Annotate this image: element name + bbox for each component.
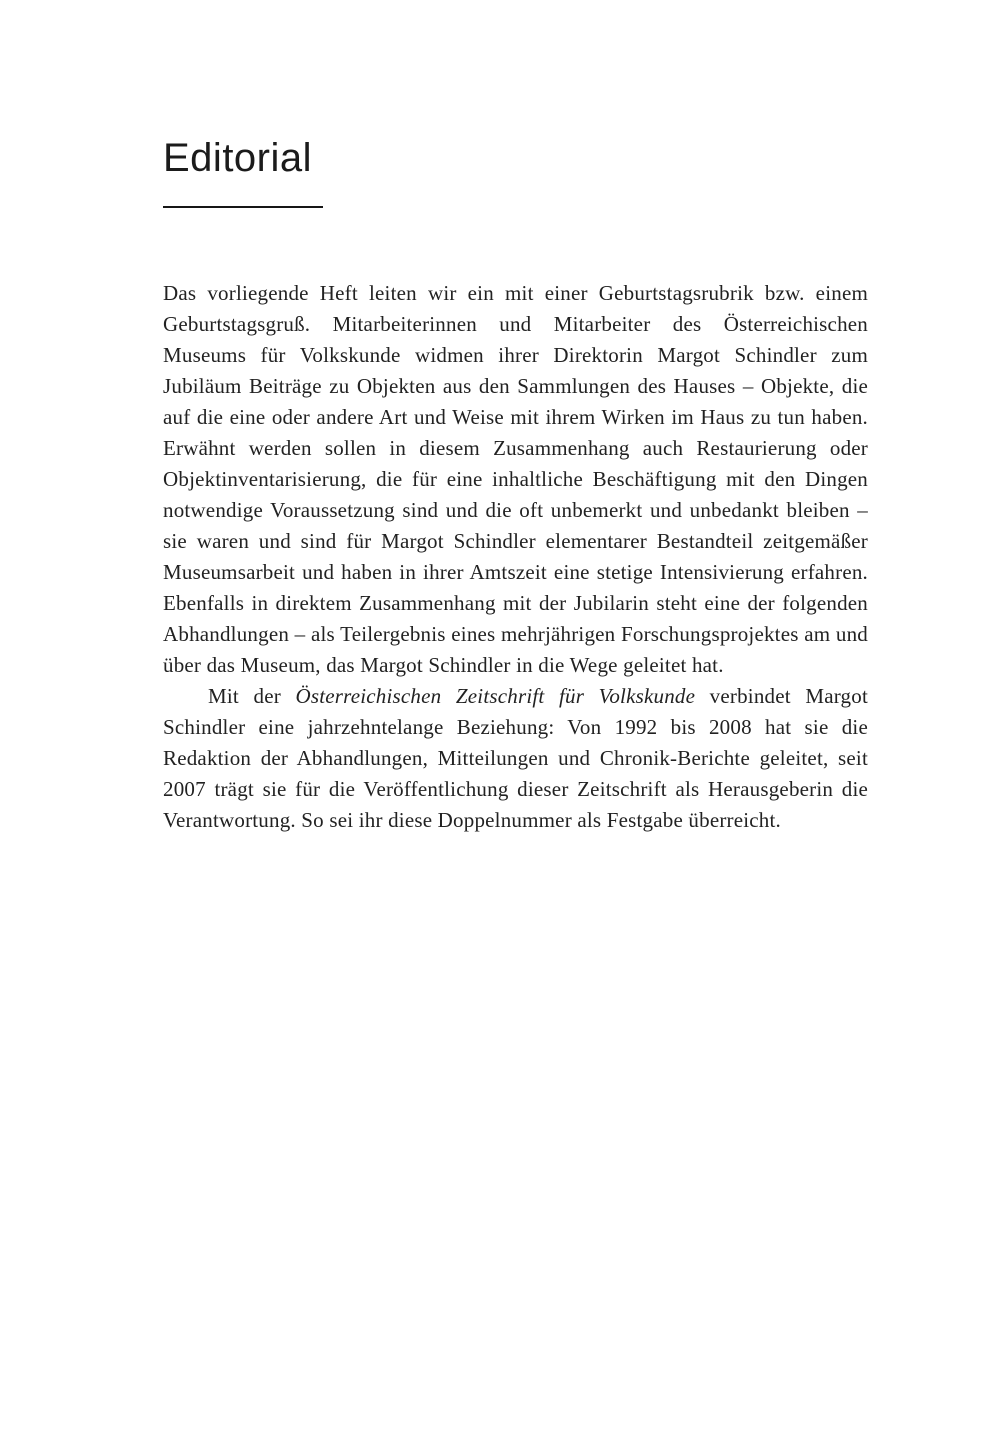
body-text xyxy=(163,278,868,836)
paragraph-2-rest: verbindet Margot Schindler eine jahrzehntelange Beziehung: Von 1992 bis 2008 hat sie die Redaktion der Abhandlungen, Mitteilungen und Chronik-Berichte geleitet, seit 2007 trägt sie für die Veröffentlichung dieser Zeitschrift als Herausgeberin die Verantwortung. So sei ihr diese Doppelnummer als Festgabe überreicht. xyxy=(163,684,868,832)
paragraph-2-prefix: Mit der xyxy=(208,684,296,708)
paragraph-1: Das vorliegende Heft leiten wir ein mit einer Geburtstagsrubrik bzw. einem Geburtstagsgruß. Mitarbeiterinnen und Mitarbeiter des Österreichischen Museums für Volkskunde widmen ihrer Direktorin Margot Schindler zum Jubiläum Beiträge zu Objekten aus den Sammlungen des Hauses – Objekte, die auf die eine oder andere Art und Weise mit ihrem Wirken im Haus zu tun haben. Erwähnt werden sollen in diesem Zusammenhang auch Restaurierung oder Objektinventarisierung, die für eine inhaltliche Beschäftigung mit den Dingen notwendige Voraussetzung sind und die oft unbemerkt und unbedankt bleiben – sie waren und sind für Margot Schindler elementarer Bestandteil zeitgemäßer Museumsarbeit und haben in ihrer Amtszeit eine stetige Intensivierung erfahren. Ebenfalls in direktem Zusammenhang mit der Jubilarin steht eine der folgenden Abhandlungen – als Teilergebnis eines mehrjährigen Forschungsprojektes am und über das Museum, das Margot Schindler in die Wege geleitet hat. xyxy=(163,281,868,677)
paragraph-2 xyxy=(163,681,868,836)
title-rule xyxy=(163,206,323,208)
page-title: Editorial xyxy=(163,136,313,180)
journal-title-italic: Österreichischen Zeitschrift für Volkskunde xyxy=(295,684,696,708)
